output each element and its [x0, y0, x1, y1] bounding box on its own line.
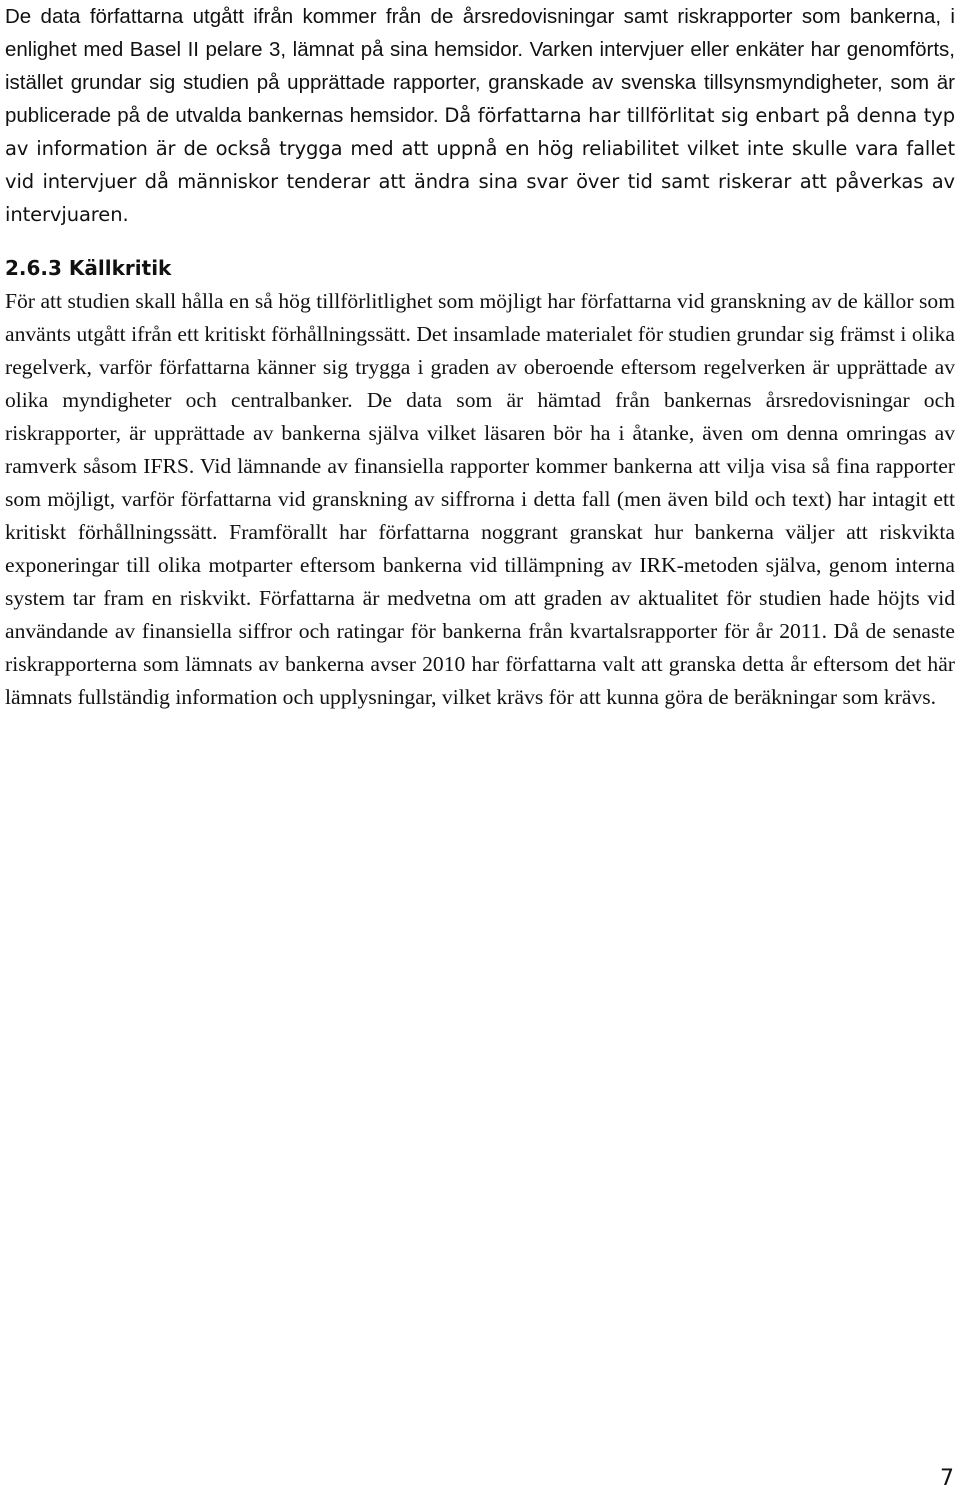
section-heading-kallkritik: 2.6.3 Källkritik: [5, 256, 172, 280]
paragraph-kallkritik: För att studien skall hålla en så hög tillförlitlighet som möjligt har författarna vid granskning av de källor som använts utgått ifrån ett kritiskt förhållningssätt. Det insamlade materialet för studien grundar sig främst i olika regelverk, varför författarna känner sig trygga i graden av oberoende eftersom regelverken är upprättade av olika myndigheter och centralbanker. De data som är hämtad från bankernas årsredovisningar och riskrapporter, är upprättade av bankerna själva vilket läsaren bör ha i åtanke, även om denna omringas av ramverk såsom IFRS. Vid lämnande av finansiella rapporter kommer bankerna att vilja visa så fina rapporter som möjligt, varför författarna vid granskning av siffrorna i detta fall (men även bild och text) har intagit ett kritiskt förhållningssätt. Framförallt har författarna noggrant granskat hur bankerna väljer att riskvikta exponeringar till olika motparter eftersom bankerna vid tillämpning av IRK-metoden själva, genom interna system tar fram en riskvikt. Författarna är medvetna om att graden av aktualitet för studien hade höjts vid användande av finansiella siffror och ratingar för bankerna från kvartalsrapporter för år 2011. Då de senaste riskrapporterna som lämnats av bankerna avser 2010 har författarna valt att granska detta år eftersom det här lämnats fullständig information och upplysningar, vilket krävs för att kunna göra de beräkningar som krävs.: [5, 289, 955, 709]
paragraph-data-sources-part-a: De data författarna utgått ifrån kommer från de årsredovisningar samt riskrapporter som bankerna, i enlighet med Basel II pelare 3, lämnat på sina hemsidor. Varken intervjuer eller enkäter har genomförts, istället grundar sig studien på upprättade rapporter, granskade av svenska tillsynsmyndigheter, som är publicerade på de utvalda bankernas hemsidor.: [5, 5, 955, 127]
page-number: 7: [940, 1466, 954, 1491]
paragraph-data-sources-part-b: Då författarna har tillförlitat sig enbart på denna typ av information är de också trygga med att uppnå en hög reliabilitet vilket inte skulle vara fallet vid intervjuer då människor tenderar att ändra sina svar över tid samt riskerar att påverkas av intervjuaren.: [5, 104, 956, 226]
document-page: [5, 0, 955, 714]
paragraph-data-sources: [5, 0, 955, 231]
